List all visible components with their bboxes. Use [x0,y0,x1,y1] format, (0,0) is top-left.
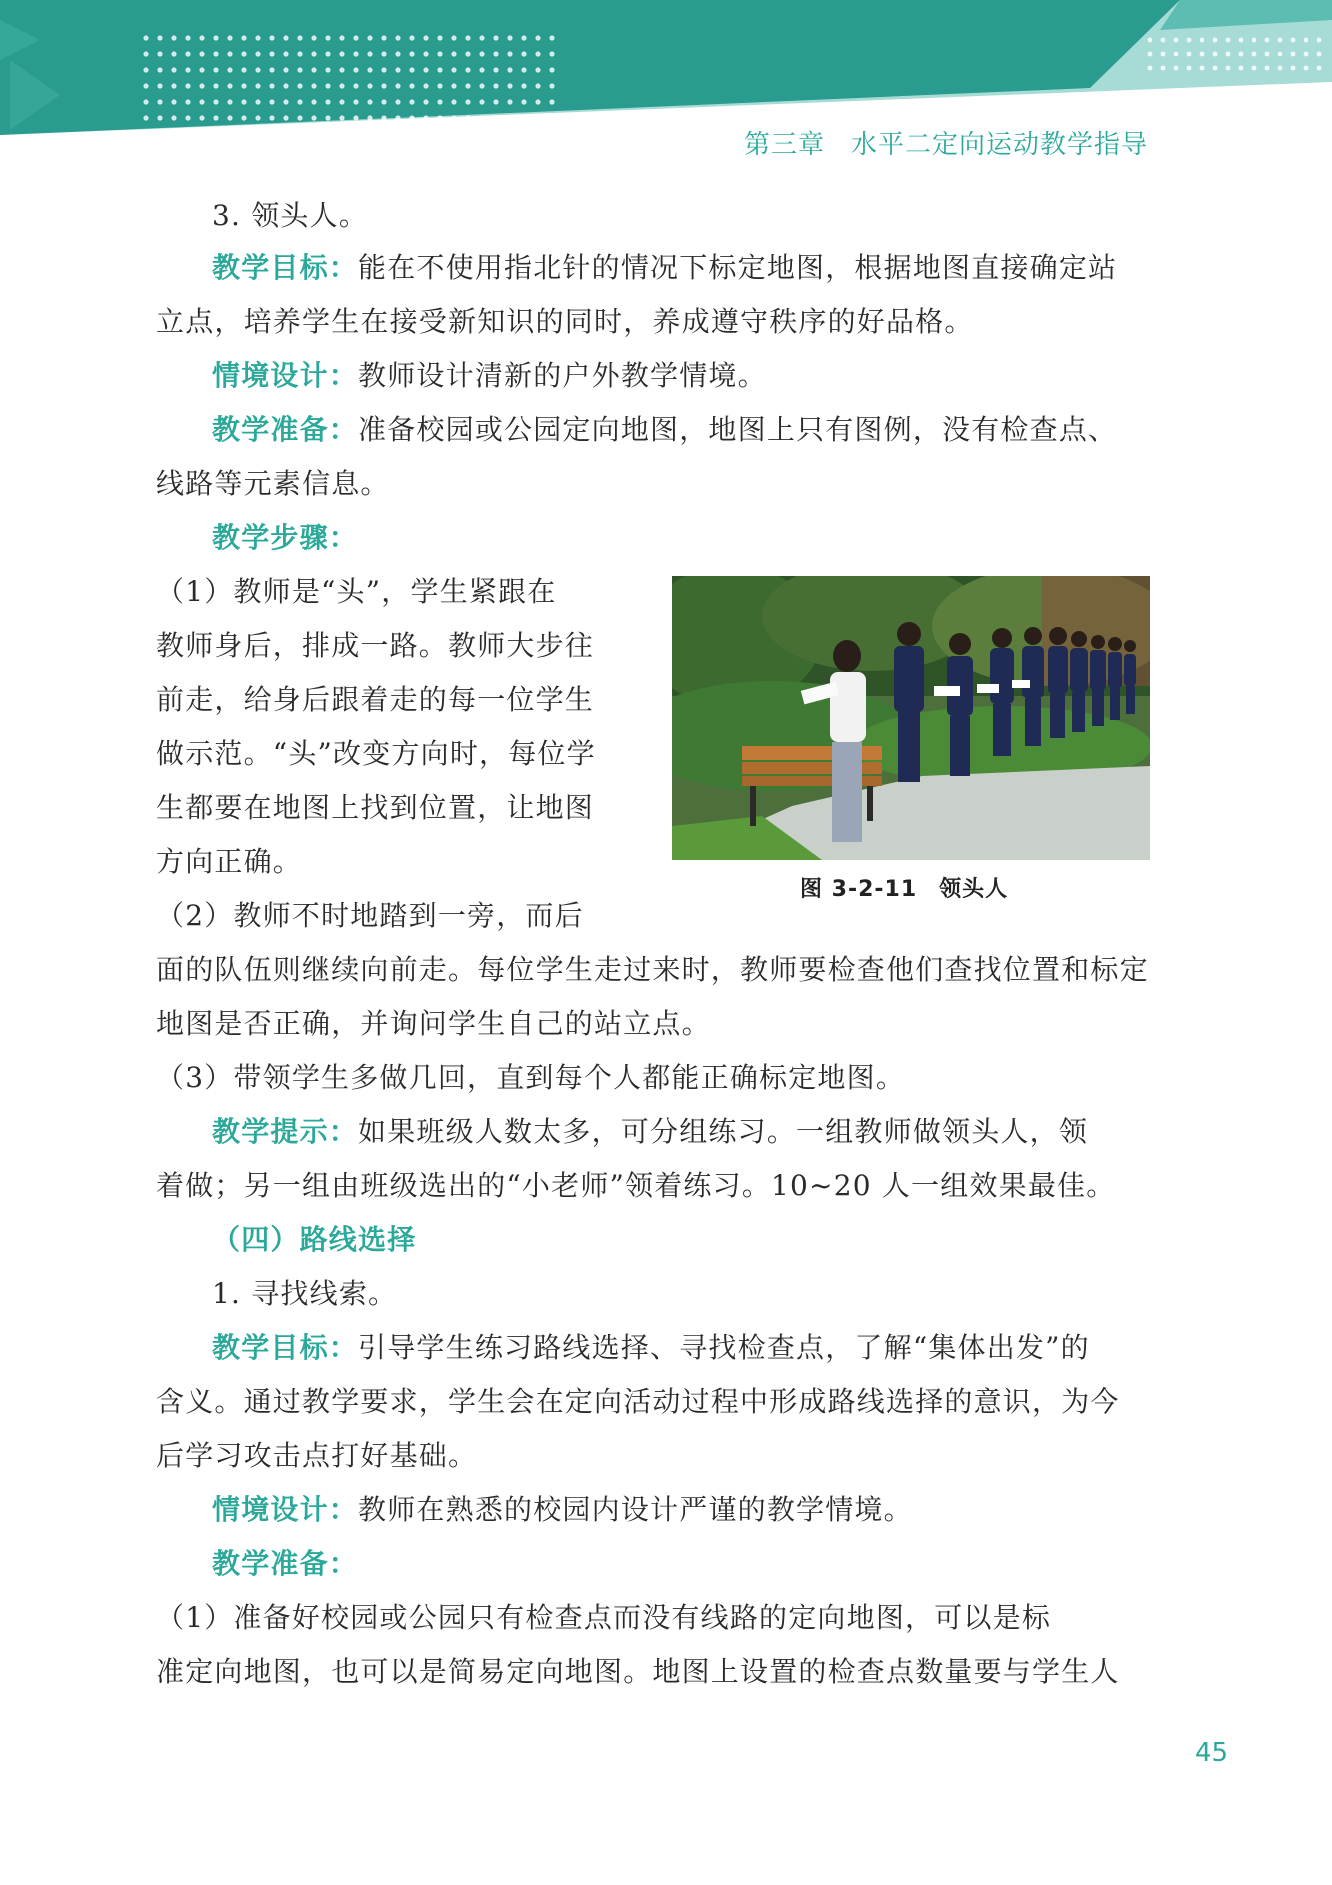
step3-line: （3）带领学生多做几回，直到每个人都能正确标定地图。 [156,1061,906,1094]
item-title: 1. 寻找线索。 [212,1277,398,1310]
prep-line: 准定向地图，也可以是简易定向地图。地图上设置的检查点数量要与学生人 [156,1655,1120,1688]
prep-label: 教学准备： [212,413,359,446]
header-banner [0,0,1332,135]
figure-number: 图 3-2-11 [800,877,918,902]
scene-label: 情境设计： [212,359,359,392]
step2-line: 地图是否正确，并询问学生自己的站立点。 [156,1007,711,1040]
paragraph-tip [212,1112,1088,1152]
goal-text-cont: 后学习攻击点打好基础。 [156,1439,478,1472]
paragraph-goal [212,248,1117,288]
steps-label: 教学步骤： [212,521,359,554]
tip-text: 如果班级人数太多，可分组练习。一组教师做领头人，领 [358,1115,1089,1148]
step2-line: （2）教师不时地踏到一旁，而后 [156,899,584,932]
paragraph-scene [212,1490,913,1530]
step1-line: 前走，给身后跟着走的每一位学生 [156,683,595,716]
goal-text: 引导学生练习路线选择、寻找检查点，了解“集体出发”的 [358,1331,1090,1364]
paragraph-goal [212,1328,1090,1368]
goal-text-cont: 含义。通过教学要求，学生会在定向活动过程中形成路线选择的意识，为今 [156,1385,1120,1418]
chapter-header [744,124,1148,161]
step1-line: （1）教师是“头”，学生紧跟在 [156,575,557,608]
step1-line: 教师身后，排成一路。教师大步往 [156,629,595,662]
scene-text: 教师设计清新的户外教学情境。 [358,359,767,392]
goal-label: 教学目标： [212,251,359,284]
section-heading: （四）路线选择 [212,1223,417,1256]
goal-text-cont: 立点，培养学生在接受新知识的同时，养成遵守秩序的好品格。 [156,305,974,338]
chapter-number: 第三章 [743,130,825,160]
tip-text-cont: 着做；另一组由班级选出的“小老师”领着练习。10~20 人一组效果最佳。 [156,1169,1116,1202]
photo-leader-line [672,576,1150,860]
prep-text-cont: 线路等元素信息。 [156,467,390,500]
goal-text: 能在不使用指北针的情况下标定地图，根据地图直接确定站 [358,251,1118,284]
chapter-title: 水平二定向运动教学指导 [850,130,1148,160]
figure-title: 领头人 [939,877,1009,902]
item-title: 3. 领头人。 [212,199,369,232]
step2-line: 面的队伍则继续向前走。每位学生走过来时，教师要检查他们查找位置和标定 [156,953,1149,986]
step1-line: 做示范。“头”改变方向时，每位学 [156,737,596,770]
prep-label-line: 教学准备： [212,1547,359,1580]
paragraph-scene [212,356,767,396]
scene-label: 情境设计： [212,1493,359,1526]
prep-text: 准备校园或公园定向地图，地图上只有图例，没有检查点、 [358,413,1118,446]
paragraph-prep [212,410,1117,450]
tip-label: 教学提示： [212,1115,359,1148]
prep-line: （1）准备好校园或公园只有检查点而没有线路的定向地图，可以是标 [156,1601,1052,1634]
goal-label: 教学目标： [212,1331,359,1364]
step1-line: 生都要在地图上找到位置，让地图 [156,791,595,824]
page-number: 45 [1195,1738,1229,1768]
figure-caption [800,872,1008,903]
step1-line: 方向正确。 [156,845,303,878]
scene-text: 教师在熟悉的校园内设计严谨的教学情境。 [358,1493,913,1526]
